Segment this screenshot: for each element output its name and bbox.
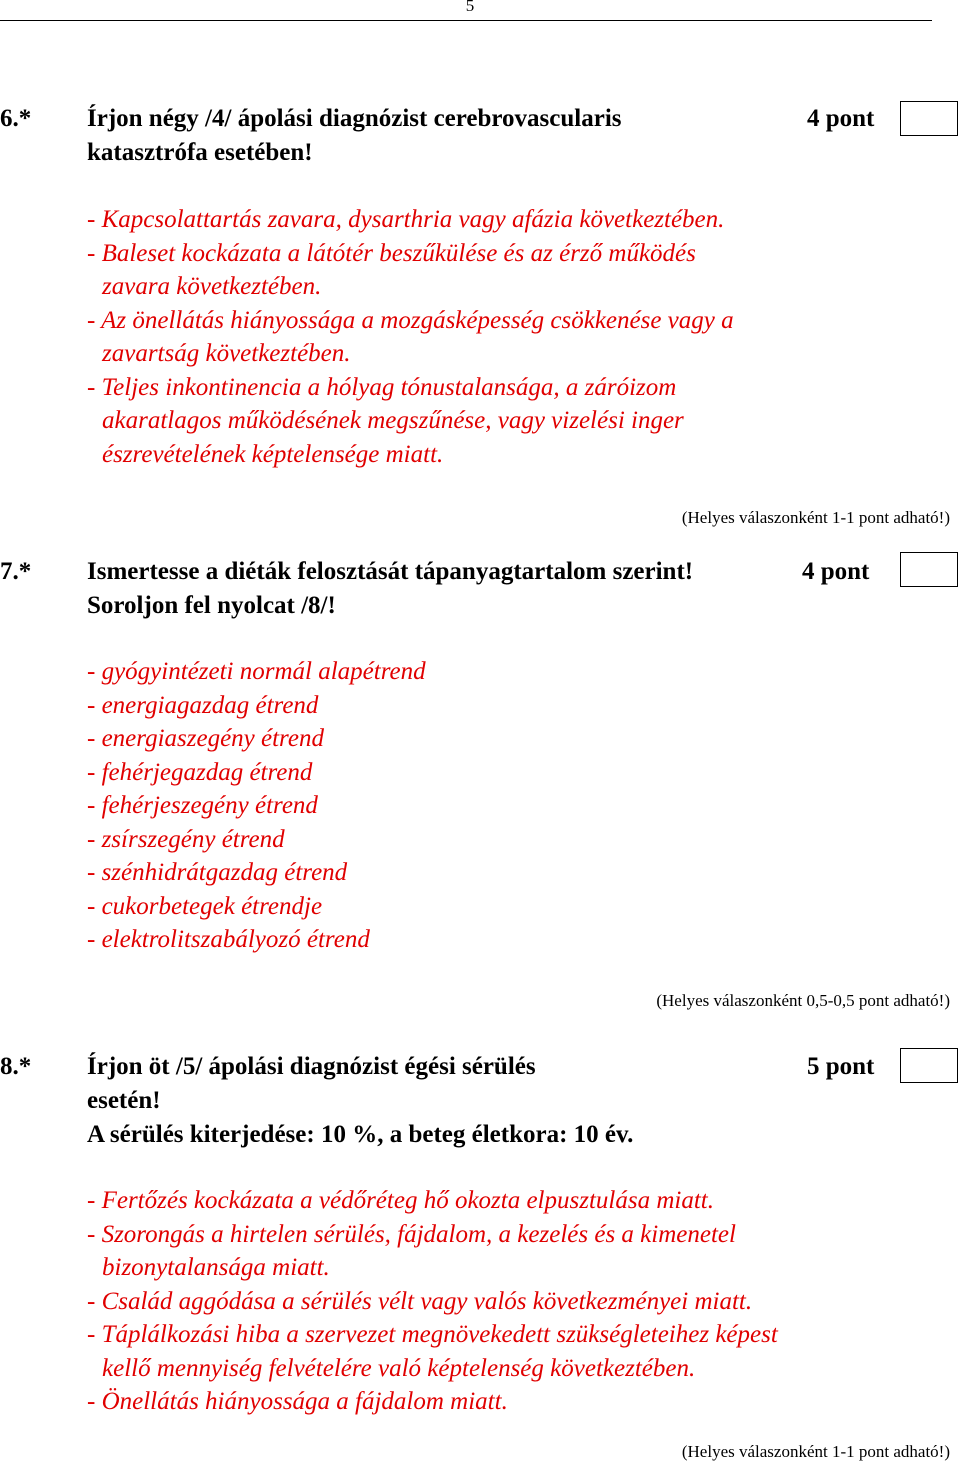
score-box[interactable] bbox=[900, 101, 958, 136]
score-box[interactable] bbox=[900, 552, 958, 587]
answer-item-continuation: zavartság következtében. bbox=[102, 340, 351, 367]
answer-item: - cukorbetegek étrendje bbox=[87, 892, 323, 920]
answer-item-continuation: észrevételének képtelensége miatt. bbox=[102, 440, 444, 468]
answer-item: - energiagazdag étrend bbox=[87, 691, 319, 719]
question-prompt-line-1: Írjon öt /5/ ápolási diagnózist égési sérülés bbox=[87, 1053, 536, 1080]
scoring-note: (Helyes válaszonként 0,5-0,5 pont adható!) bbox=[656, 991, 950, 1010]
answer-item: - Szorongás a hirtelen sérülés, fájdalom, a kezelés és a kimenetel bbox=[87, 1220, 736, 1248]
answer-item: - Önellátás hiányossága a fájdalom miatt. bbox=[87, 1388, 508, 1415]
question-prompt-line-2: Soroljon fel nyolcat /8/! bbox=[87, 592, 336, 619]
question-points: 4 pont bbox=[807, 105, 875, 132]
question-prompt-line-3: A sérülés kiterjedése: 10 %, a beteg életkora: 10 év. bbox=[87, 1121, 634, 1148]
answer-item-continuation: bizonytalansága miatt. bbox=[102, 1254, 330, 1281]
page-number: 5 bbox=[465, 0, 475, 15]
answer-list bbox=[87, 203, 734, 471]
answer-item: - Fertőzés kockázata a védőréteg hő okozta elpusztulása miatt. bbox=[87, 1187, 714, 1214]
answer-item: - zsírszegény étrend bbox=[87, 825, 285, 853]
question-number: 6.* bbox=[0, 105, 32, 132]
answer-item: - gyógyintézeti normál alapétrend bbox=[87, 658, 426, 685]
question-prompt-line-2: esetén! bbox=[87, 1087, 161, 1114]
question-prompt-line-1: Ismertesse a diéták felosztását tápanyagtartalom szerint! bbox=[87, 558, 694, 585]
scoring-note: (Helyes válaszonként 1-1 pont adható!) bbox=[681, 1442, 950, 1461]
answer-item: - Család aggódása a sérülés vélt vagy valós következményei miatt. bbox=[87, 1287, 753, 1315]
question-points: 5 pont bbox=[807, 1053, 875, 1080]
score-box[interactable] bbox=[900, 1048, 958, 1083]
header-rule bbox=[0, 20, 932, 21]
question-number: 7.* bbox=[0, 558, 32, 585]
scoring-note: (Helyes válaszonként 1-1 pont adható!) bbox=[681, 508, 950, 527]
answer-item: - Táplálkozási hiba a szervezet megnövekedett szükségleteihez képest bbox=[87, 1321, 778, 1348]
answer-item: - fehérjegazdag étrend bbox=[87, 758, 313, 786]
answer-list bbox=[87, 1184, 778, 1419]
answer-item: - fehérjeszegény étrend bbox=[87, 792, 318, 819]
answer-item: - energiaszegény étrend bbox=[87, 725, 324, 752]
question-prompt-line-2: katasztrófa esetében! bbox=[87, 139, 313, 166]
question-points: 4 pont bbox=[802, 558, 870, 585]
answer-item-continuation: kellő mennyiség felvételére való képtelenség következtében. bbox=[102, 1354, 696, 1382]
answer-item-continuation: zavara következtében. bbox=[102, 273, 322, 300]
answer-item: - Baleset kockázata a látótér beszűkülése és az érző működés bbox=[87, 239, 696, 267]
answer-item: - szénhidrátgazdag étrend bbox=[87, 859, 348, 886]
answer-item: - Az önellátás hiányossága a mozgásképesség csökkenése vagy a bbox=[87, 306, 734, 334]
answer-item-continuation: akaratlagos működésének megszűnése, vagy vizelési inger bbox=[102, 407, 684, 434]
question-number: 8.* bbox=[0, 1053, 32, 1080]
answer-item: - Kapcsolattartás zavara, dysarthria vagy afázia következtében. bbox=[87, 206, 725, 233]
answer-list bbox=[87, 655, 426, 957]
question-prompt-line-1: Írjon négy /4/ ápolási diagnózist cerebrovascularis bbox=[87, 105, 622, 132]
answer-item: - elektrolitszabályozó étrend bbox=[87, 926, 370, 953]
answer-item: - Teljes inkontinencia a hólyag tónustalansága, a záróizom bbox=[87, 373, 677, 401]
